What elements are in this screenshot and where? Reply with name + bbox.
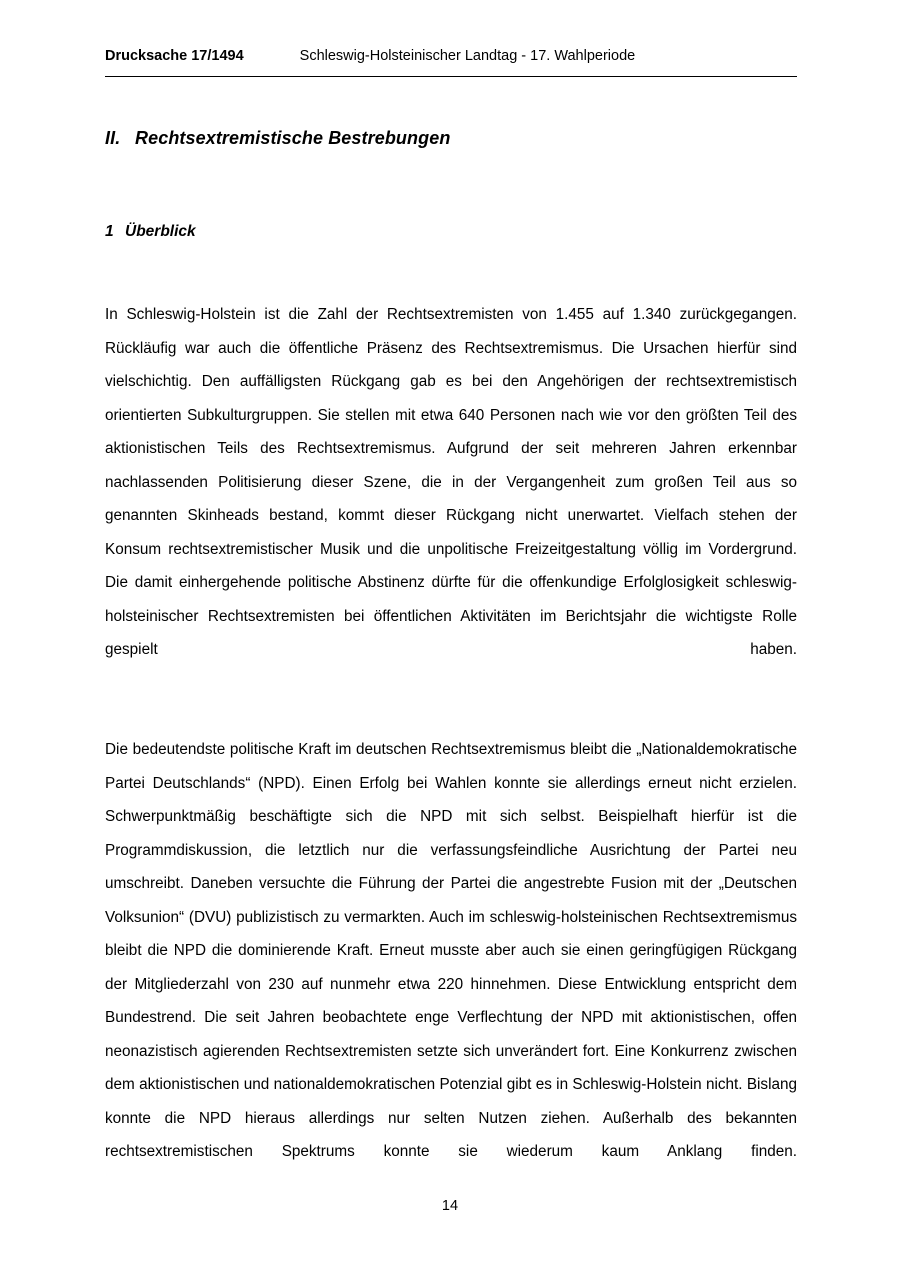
header-divider [105, 76, 797, 77]
section-number: 1 [105, 223, 114, 240]
body-text [105, 298, 797, 1235]
paragraph: In Schleswig-Holstein ist die Zahl der Rechtsextremisten von 1.455 auf 1.340 zurückgegangen. Rückläufig war auch die öffentliche Präsenz des Rechtsextremismus. Die Ursachen hierfür sind vielschichtig. Den auffälligsten Rückgang gab es bei den Angehörigen der rechtsextremistisch orientierten Subkulturgruppen. Sie stellen mit etwa 640 Personen nach wie vor den größten Teil des aktionistischen Teils des Rechtsextremismus. Aufgrund der seit mehreren Jahren erkennbar nachlassenden Politisierung dieser Szene, die in der Vergangenheit zum großen Teil aus so genannten Skinheads bestand, kommt dieser Rückgang nicht unerwartet. Vielfach stehen der Konsum rechtsextremistischer Musik und die unpolitische Freizeitgestaltung völlig im Vordergrund. Die damit einhergehende politische Abstinenz dürfte für die offenkundige Erfolglosigkeit schleswig-holsteinischer Rechtsextremisten bei öffentlichen Aktivitäten im Berichtsjahr die wichtigste Rolle gespielt haben. [105, 306, 797, 658]
chapter-number: II. [105, 128, 121, 148]
running-header [105, 48, 795, 64]
section-heading [105, 223, 805, 241]
header-drucksache: Drucksache 17/1494 [105, 48, 244, 64]
page-number: 14 [441, 1198, 459, 1214]
chapter-heading [105, 128, 805, 149]
section-title: Überblick [125, 223, 196, 240]
header-landtag: Schleswig-Holsteinischer Landtag - 17. Wahlperiode [299, 48, 636, 64]
chapter-title: Rechtsextremistische Bestrebungen [135, 128, 451, 148]
paragraph: Die bedeutendste politische Kraft im deutschen Rechtsextremismus bleibt die „Nationaldemokratische Partei Deutschlands“ (NPD). Einen Erfolg bei Wahlen konnte sie allerdings erneut nicht erzielen. Schwerpunktmäßig beschäftigte sich die NPD mit sich selbst. Beispielhaft hierfür ist die Programmdiskussion, die letztlich nur die verfassungsfeindliche Ausrichtung der Partei neu umschreibt. Daneben versuchte die Führung der Partei die angestrebte Fusion mit der „Deutschen Volksunion“ (DVU) publizistisch zu vermarkten. Auch im schleswig-holsteinischen Rechtsextremismus bleibt die NPD die dominierende Kraft. Erneut musste aber auch sie einen geringfügigen Rückgang der Mitgliederzahl von 230 auf nunmehr etwa 220 hinnehmen. Diese Entwicklung entspricht dem Bundestrend. Die seit Jahren beobachtete enge Verflechtung der NPD mit aktionistischen, offen neonazistisch agierenden Rechtsextremisten setzte sich unverändert fort. Eine Konkurrenz zwischen dem aktionistischen und nationaldemokratischen Potenzial gibt es in Schleswig-Holstein nicht. Bislang konnte die NPD hieraus allerdings nur selten Nutzen ziehen. Außerhalb des bekannten rechtsextremistischen Spektrums konnte sie wiederum kaum Anklang finden. [105, 741, 797, 1160]
